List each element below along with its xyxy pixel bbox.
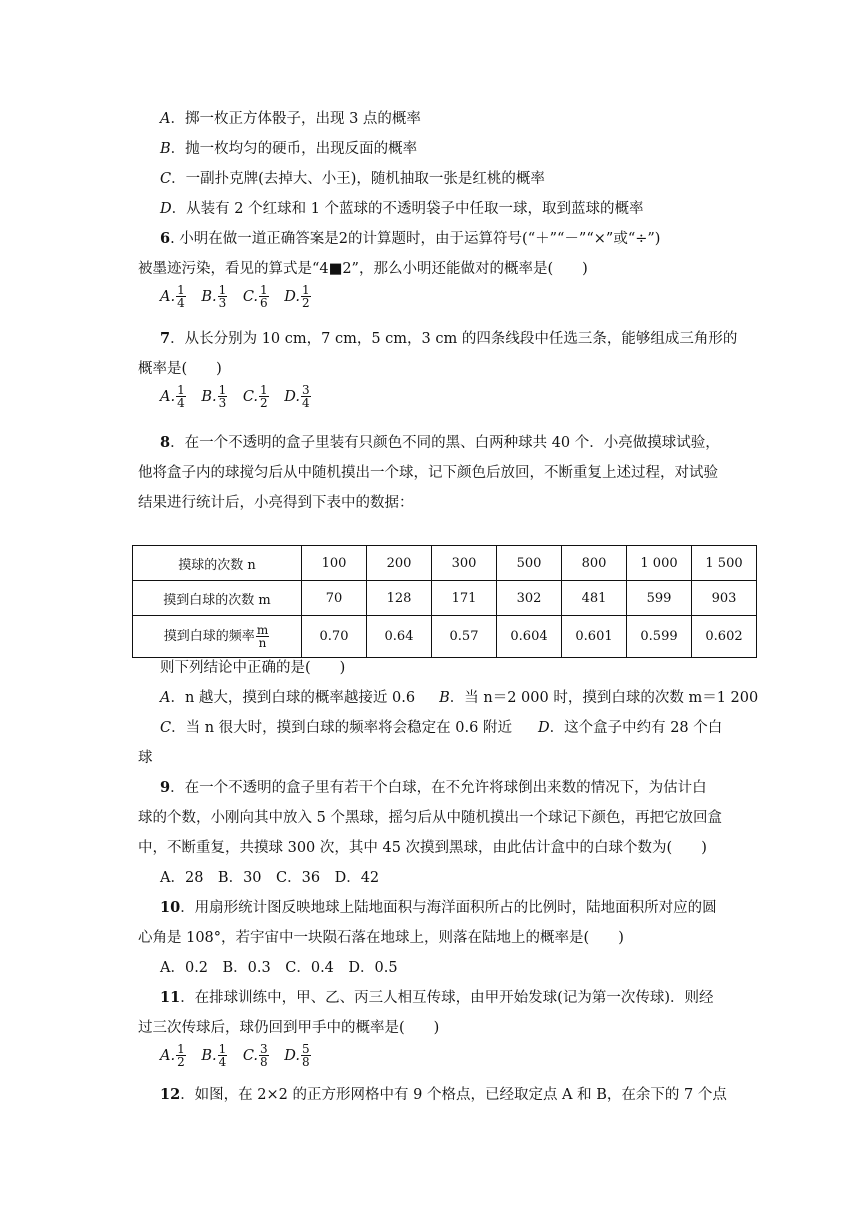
- option-label: D: [160, 201, 172, 217]
- q7-line1: [160, 329, 737, 349]
- q12-line1: [160, 1085, 727, 1105]
- option-label: C: [160, 720, 172, 736]
- numerator: 5: [302, 1042, 310, 1056]
- table-cell: 200: [367, 546, 432, 581]
- denominator: n: [258, 636, 267, 650]
- denominator: 2: [302, 296, 310, 310]
- q7-option-d: [284, 383, 311, 410]
- question-text: ．在一个不透明的盒子里装有只颜色不同的黑、白两种球共 40 个．小亮做摸球试验，: [170, 435, 720, 451]
- question-text: ．从长分别为 10 cm，7 cm，5 cm，3 cm 的四条线段中任选三条，能够组成三角形的: [170, 331, 738, 347]
- table-row-header: 摸球的次数 n: [133, 546, 302, 581]
- table-cell: 0.70: [302, 616, 367, 658]
- q8-options-ab: [160, 688, 758, 708]
- option-label: A.: [160, 388, 176, 405]
- option-text: ．从装有 2 个红球和 1 个蓝球的不透明袋子中任取一球，取到蓝球的概率: [171, 201, 644, 217]
- denominator: 4: [177, 396, 185, 410]
- option-label: C.: [242, 388, 259, 405]
- denominator: 4: [177, 296, 185, 310]
- option-label: B: [160, 141, 171, 157]
- table-cell: 0.602: [692, 616, 757, 658]
- question-text: ．如图，在 2×2 的正方形网格中有 9 个格点，已经取定点 A 和 B，在余下的 7 个点: [180, 1087, 727, 1103]
- fraction: [259, 384, 269, 409]
- q6-option-b: [201, 283, 228, 310]
- fraction: [176, 1043, 186, 1068]
- question-text: . 小明在做一道正确答案是2的计算题时，由于运算符号(“＋”“－”“×”或“÷”): [170, 231, 661, 247]
- table-cell: 171: [432, 581, 497, 616]
- table-cell: 302: [497, 581, 562, 616]
- question-number: 8: [160, 434, 171, 451]
- q6-option-d: [284, 283, 311, 310]
- option-text: ．一副扑克牌(去掉大、小王)，随机抽取一张是红桃的概率: [171, 171, 545, 187]
- denominator: 2: [260, 396, 268, 410]
- q8-line2: 他将盒子内的球搅匀后从中随机摸出一个球，记下颜色后放回，不断重复上述过程，对试验: [138, 465, 718, 481]
- option-label: D.: [284, 288, 301, 305]
- q8-line3: 结果进行统计后，小亮得到下表中的数据：: [138, 495, 414, 511]
- question-text: ．用扇形统计图反映地球上陆地面积与海洋面积所占的比例时，陆地面积所对应的圆: [180, 900, 717, 916]
- table-row: [133, 616, 757, 658]
- option-label: A: [160, 690, 171, 706]
- table-cell: 0.604: [497, 616, 562, 658]
- q5-option-d: [160, 199, 644, 219]
- table-row: [133, 546, 757, 581]
- table-cell: 1 000: [627, 546, 692, 581]
- table-cell: 903: [692, 581, 757, 616]
- option-text: ．当 n＝2 000 时，摸到白球的次数 m＝1 200: [449, 690, 759, 706]
- option-label: B: [439, 690, 450, 706]
- q6-line1: [160, 229, 660, 249]
- denominator: 4: [302, 396, 310, 410]
- q7-option-a: [160, 383, 187, 410]
- numerator: 3: [260, 1042, 268, 1056]
- q9-line3: 中，不断重复，共摸球 300 次，其中 45 次摸到黑球，由此估计盒中的白球个数为( ): [138, 840, 707, 856]
- option-label: B.: [201, 388, 217, 405]
- q11-options: [160, 1043, 322, 1068]
- q10-line1: [160, 898, 717, 918]
- q10-options: A．0.2 B．0.3 C．0.4 D．0.5: [160, 960, 398, 976]
- table-cell: 0.601: [562, 616, 627, 658]
- q7-line2: 概率是( ): [138, 361, 222, 377]
- numerator: 1: [177, 283, 185, 297]
- option-label: D: [537, 720, 550, 736]
- q7-options: [160, 384, 322, 409]
- option-label: A: [160, 111, 171, 127]
- option-text: ．抛一枚均匀的硬币，出现反面的概率: [170, 141, 418, 157]
- denominator: 3: [218, 296, 227, 310]
- question-number: 6: [160, 230, 171, 247]
- question-number: 11: [160, 989, 181, 1006]
- question-number: 12: [160, 1086, 181, 1103]
- table-row-header: [133, 616, 302, 658]
- fraction: [218, 384, 228, 409]
- fraction: [218, 284, 228, 309]
- q9-options: A．28 B．30 C．36 D．42: [160, 870, 380, 886]
- table-cell: 300: [432, 546, 497, 581]
- numerator: 1: [218, 1042, 227, 1056]
- q7-option-c: [242, 383, 270, 410]
- option-label: D.: [284, 1047, 301, 1064]
- fraction: [256, 624, 269, 649]
- q5-option-b: [160, 139, 417, 159]
- q6-option-a: [160, 283, 187, 310]
- numerator: 1: [218, 283, 227, 297]
- numerator: 1: [218, 383, 227, 397]
- question-text: ．在排球训练中，甲、乙、丙三人相互传球，由甲开始发球(记为第一次传球)．则经: [180, 990, 714, 1006]
- option-text: ．n 越大，摸到白球的概率越接近 0.6: [170, 690, 416, 706]
- q5-option-c: [160, 169, 545, 189]
- fraction: [259, 1043, 269, 1068]
- option-label: D.: [284, 388, 301, 405]
- q6-options: [160, 284, 322, 309]
- numerator: 1: [177, 383, 185, 397]
- denominator: 8: [260, 1055, 268, 1069]
- q11-line2: 过三次传球后，球仍回到甲手中的概率是( ): [138, 1020, 440, 1036]
- table-row: [133, 581, 757, 616]
- q11-option-a: [160, 1042, 187, 1069]
- table-cell: 0.57: [432, 616, 497, 658]
- table-cell: 800: [562, 546, 627, 581]
- q8-options-cd: [160, 718, 722, 738]
- option-label: C.: [242, 1047, 259, 1064]
- q6-line2: 被墨迹污染，看见的算式是“4■2”，那么小明还能做对的概率是( ): [138, 261, 588, 277]
- option-label: B.: [201, 288, 217, 305]
- table-cell: 128: [367, 581, 432, 616]
- fraction: [176, 284, 186, 309]
- question-number: 7: [160, 330, 171, 347]
- fraction: [301, 1043, 311, 1068]
- q9-line2: 球的个数，小刚向其中放入 5 个黑球，摇匀后从中随机摸出一个球记下颜色，再把它放回盒: [138, 810, 722, 826]
- numerator: 1: [260, 283, 268, 297]
- option-label: C: [160, 171, 172, 187]
- q9-line1: [160, 778, 707, 798]
- table-cell: 500: [497, 546, 562, 581]
- table-cell: 599: [627, 581, 692, 616]
- table-cell: 0.599: [627, 616, 692, 658]
- numerator: 1: [177, 1042, 185, 1056]
- option-label: B.: [201, 1047, 217, 1064]
- fraction: [301, 384, 311, 409]
- question-number: 9: [160, 779, 171, 796]
- option-label: A.: [160, 1047, 176, 1064]
- table-cell: 481: [562, 581, 627, 616]
- numerator: m: [256, 623, 269, 637]
- option-text: ．这个盒子中约有 28 个白: [549, 720, 723, 736]
- question-text: ．在一个不透明的盒子里有若干个白球，在不允许将球倒出来数的情况下，为估计白: [170, 780, 707, 796]
- denominator: 3: [218, 396, 227, 410]
- denominator: 8: [302, 1055, 310, 1069]
- option-label: A.: [160, 288, 176, 305]
- q11-option-d: [284, 1042, 311, 1069]
- option-text: ．当 n 很大时，摸到白球的频率将会稳定在 0.6 附近: [171, 720, 512, 736]
- fraction: [218, 1043, 228, 1068]
- denominator: 4: [218, 1055, 227, 1069]
- table-cell: 70: [302, 581, 367, 616]
- table-row-header: 摸到白球的次数 m: [133, 581, 302, 616]
- table-cell: 1 500: [692, 546, 757, 581]
- q5-option-a: [160, 109, 421, 129]
- option-label: C.: [242, 288, 259, 305]
- q10-line2: 心角是 108°，若宇宙中一块陨石落在地球上，则落在陆地上的概率是( ): [138, 930, 624, 946]
- table-cell: 100: [302, 546, 367, 581]
- row-header-text: 摸到白球的频率: [163, 629, 255, 644]
- q11-option-b: [201, 1042, 228, 1069]
- denominator: 2: [177, 1055, 185, 1069]
- fraction: [301, 284, 311, 309]
- q8-line1: [160, 433, 720, 453]
- q8-option-d-cont: 球: [138, 750, 153, 766]
- fraction: [176, 384, 186, 409]
- fraction: [259, 284, 269, 309]
- numerator: 1: [302, 283, 310, 297]
- numerator: 3: [302, 383, 310, 397]
- q7-option-b: [201, 383, 228, 410]
- numerator: 1: [260, 383, 268, 397]
- option-text: ．掷一枚正方体骰子，出现 3 点的概率: [170, 111, 421, 127]
- q6-option-c: [242, 283, 270, 310]
- frequency-table: [132, 545, 757, 658]
- table-cell: 0.64: [367, 616, 432, 658]
- q11-line1: [160, 988, 714, 1008]
- question-number: 10: [160, 899, 181, 916]
- q8-after: 则下列结论中正确的是( ): [160, 660, 346, 676]
- q11-option-c: [242, 1042, 270, 1069]
- denominator: 6: [260, 296, 268, 310]
